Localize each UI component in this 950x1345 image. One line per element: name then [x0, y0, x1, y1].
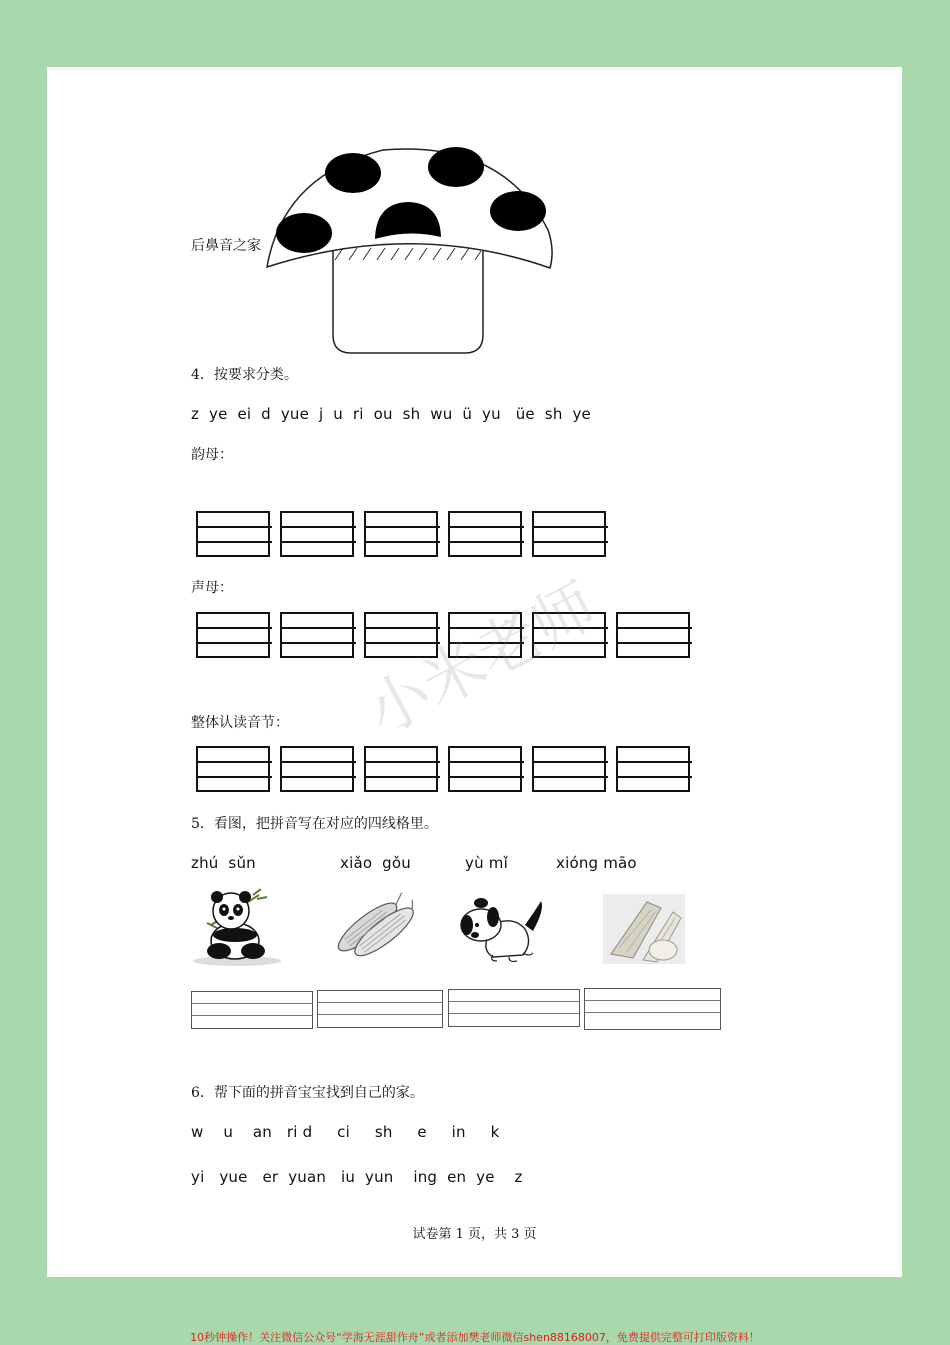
four-line-grid[interactable]	[196, 746, 270, 792]
yunmu-label: 韵母：	[191, 447, 233, 463]
puppy-picture	[453, 895, 547, 965]
four-line-grid[interactable]	[616, 612, 690, 658]
zhengti-label: 整体认读音节：	[191, 715, 289, 731]
q5-title: 5．看图，把拼音写在对应的四线格里。	[191, 816, 438, 832]
four-line-grid[interactable]	[280, 511, 354, 557]
four-line-grid[interactable]	[280, 612, 354, 658]
four-line-grid[interactable]	[532, 746, 606, 792]
promo-note: 10秒钟操作！关注微信公众号“学海无涯甜作舟”或者添加樊老师微信shen88168007，免费提供完整可打印版资料！	[190, 1331, 760, 1344]
q6-row-1: w u an ri d ci sh e in k	[191, 1123, 500, 1141]
page-footer: 试卷第 1 页，共 3 页	[412, 1227, 537, 1242]
writing-grid-xiong-mao[interactable]	[584, 988, 721, 1030]
panda-picture	[191, 885, 283, 967]
four-line-grid[interactable]	[364, 511, 438, 557]
mushroom-spot	[428, 147, 484, 187]
shengmu-label: 声母：	[191, 580, 233, 596]
four-line-grid[interactable]	[448, 511, 522, 557]
q6-title: 6．帮下面的拼音宝宝找到自己的家。	[191, 1085, 424, 1101]
q6-row-2: yi yue er yuan iu yun ing en ye z	[191, 1168, 523, 1186]
q5-word-2: xiǎo gǒu	[340, 854, 411, 872]
q4-title: 4．按要求分类。	[191, 367, 298, 383]
writing-grid-zhu-sun[interactable]	[191, 991, 313, 1029]
mushroom-stem	[333, 240, 483, 353]
mushroom-spot	[276, 213, 332, 253]
corn-picture	[330, 892, 422, 964]
q5-word-4: xióng māo	[556, 854, 637, 872]
q5-word-3: yù mǐ	[465, 854, 508, 872]
four-line-grid[interactable]	[280, 746, 354, 792]
q4-letters: z ye ei d yue j u ri ou sh wu ü yu üe sh ye	[191, 405, 591, 423]
four-line-grid[interactable]	[448, 746, 522, 792]
mushroom-drawing	[263, 145, 553, 360]
bamboo-shoot-picture	[603, 894, 685, 964]
mushroom-spot	[490, 191, 546, 231]
writing-grid-yu-mi[interactable]	[448, 989, 580, 1027]
watermark: 小米老师	[354, 568, 608, 750]
mushroom-label: 后鼻音之家	[191, 238, 261, 254]
four-line-grid[interactable]	[196, 612, 270, 658]
four-line-grid[interactable]	[364, 746, 438, 792]
four-line-grid[interactable]	[532, 511, 606, 557]
four-line-grid[interactable]	[616, 746, 690, 792]
q5-word-1: zhú sǔn	[191, 854, 256, 872]
four-line-grid[interactable]	[196, 511, 270, 557]
mushroom-spot	[325, 153, 381, 193]
writing-grid-xiao-gou[interactable]	[317, 990, 443, 1028]
